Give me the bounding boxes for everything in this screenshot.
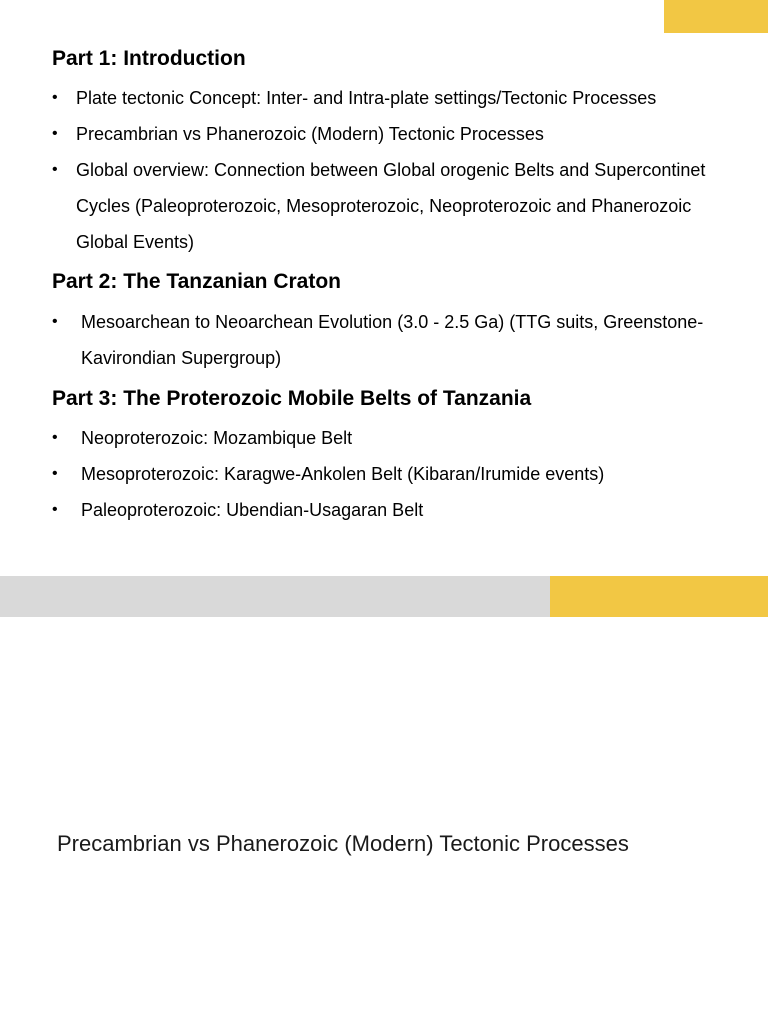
bullet-icon: • [52, 429, 58, 446]
slide2-subtitle: Precambrian vs Phanerozoic (Modern) Tectonic Processes [57, 831, 629, 856]
list-item-text: Plate tectonic Concept: Inter- and Intra-plate settings/Tectonic Processes [76, 88, 657, 108]
list-item-text: Neoproterozoic: Mozambique Belt [81, 428, 353, 448]
list-item [52, 304, 742, 376]
bullet-icon: • [52, 501, 58, 518]
part2-heading: Part 2: The Tanzanian Craton [52, 270, 341, 293]
list-item-text: Global overview: Connection between Global orogenic Belts and Supercontinet Cycles (Paleoproterozoic, Mesoproterozoic, Neoproterozoic and Phanerozoic Global Events) [76, 160, 706, 252]
bullet-icon: • [52, 161, 58, 178]
part3-list [52, 420, 742, 528]
list-item [52, 116, 742, 152]
list-item [52, 420, 742, 456]
part1-list [52, 80, 742, 260]
top-accent-bar [664, 0, 768, 33]
list-item-text: Mesoproterozoic: Karagwe-Ankolen Belt (Kibaran/Irumide events) [81, 464, 605, 484]
bullet-icon: • [52, 125, 58, 142]
part1-heading: Part 1: Introduction [52, 47, 246, 70]
bullet-icon: • [52, 465, 58, 482]
part3-heading: Part 3: The Proterozoic Mobile Belts of Tanzania [52, 387, 532, 410]
slide-divider-accent [550, 576, 768, 617]
list-item-text: Mesoarchean to Neoarchean Evolution (3.0 - 2.5 Ga) (TTG suits, Greenstone- Kavirondian Supergroup) [81, 312, 704, 368]
list-item-text: Precambrian vs Phanerozoic (Modern) Tectonic Processes [76, 124, 544, 144]
bullet-icon: • [52, 89, 58, 106]
list-item-text: Paleoproterozoic: Ubendian-Usagaran Belt [81, 500, 424, 520]
list-item [52, 80, 742, 116]
list-item [52, 152, 742, 260]
slide-divider-bar [0, 576, 550, 617]
part2-list [52, 304, 742, 376]
list-item [52, 492, 742, 528]
bullet-icon: • [52, 313, 58, 330]
list-item [52, 456, 742, 492]
